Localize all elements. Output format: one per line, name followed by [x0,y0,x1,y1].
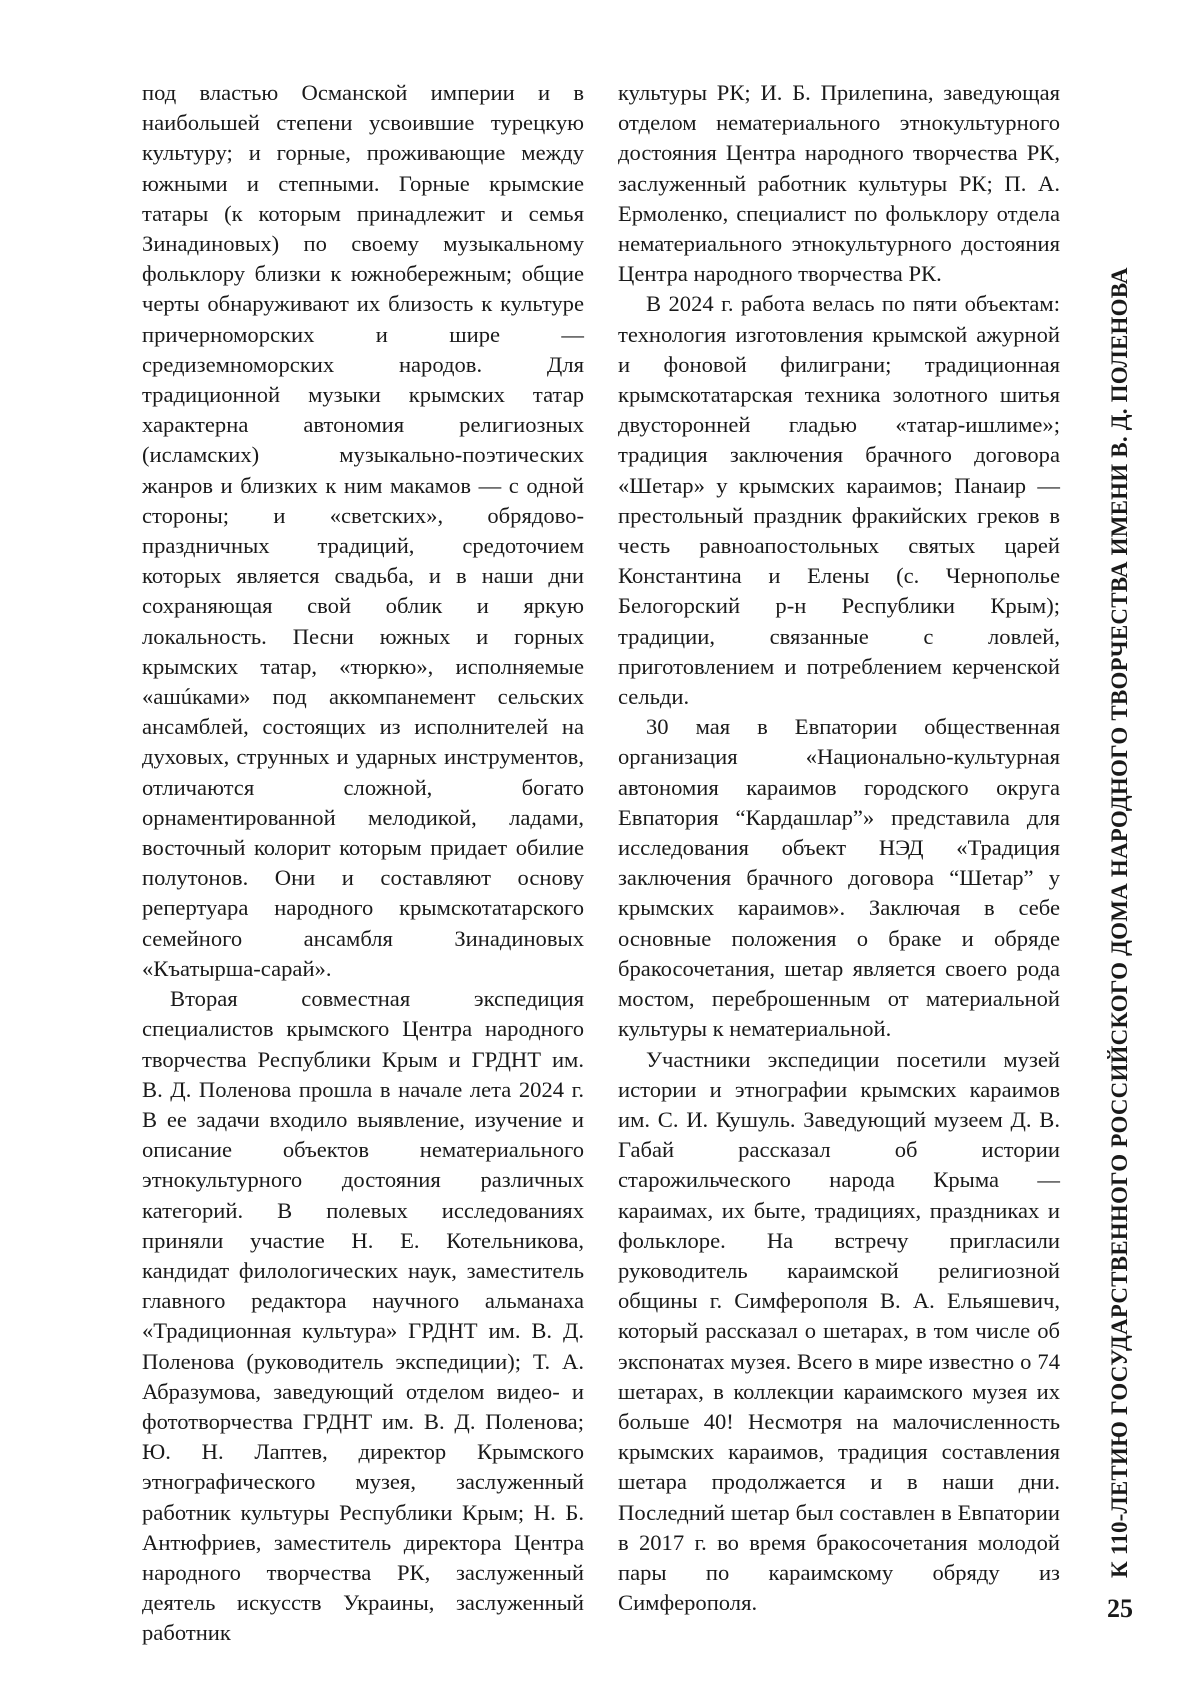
paragraph: Вторая совместная экспедиция специалистов крымского Центра народного творчества Республики Крым и ГРДНТ им. В. Д. Поленова прошла в начале лета 2024 г. В ее задачи входило выявление, изучение и описание объектов нематериального этнокультурного достояния различных категорий. В полевых исследованиях приняли участие Н. Е. Котельникова, кандидат филологических наук, заместитель главного редактора научного альманаха «Традиционная культура» ГРДНТ им. В. Д. Поленова (руководитель экспедиции); Т. А. Абразумова, заведующий отделом видео- и фототворчества ГРДНТ им. В. Д. Поленова; Ю. Н. Лаптев, директор Крымского этнографического музея, заслуженный работник культуры Республики Крым; Н. Б. Антюфриев, заместитель директора Центра народного творчества РК, заслуженный деятель искусств Украины, заслуженный работник [142,986,584,1646]
page-number: 25 [1107,1594,1133,1623]
paragraph: 30 мая в Евпатории общественная организация «Национально-культурная автономия караимов городского округа Евпатория “Кардашлар”» представила для исследования объект НЭД «Традиция заключения брачного договора “Шетар” у крымских караимов». Заключая в себе основные положения о браке и обряде бракосочетания, шетар является своего рода мостом, переброшенным от материальной культуры к нематериальной. [618,714,1060,1042]
running-title-vertical: К 110-ЛЕТИЮ ГОСУДАРСТВЕННОГО РОССИЙСКОГО ДОМА НАРОДНОГО ТВОРЧЕСТВА ИМЕНИ В. Д. ПОЛЕНОВА [1107,267,1132,1578]
paragraph: В 2024 г. работа велась по пяти объектам: технология изготовления крымской ажурной и фоновой филиграни; традиционная крымскотатарская техника золотного шитья двусторонней гладью «татар-ишлиме»; традиция заключения брачного договора «Шетар» у крымских караимов; Панаир — престольный праздник фракийских греков в честь равноапостольных святых царей Константина и Елены (с. Чернополье Белогорский р-н Республики Крым); традиции, связанные с ловлей, приготовлением и потреблением керченской сельди. [618,291,1060,710]
paragraph: культуры РК; И. Б. Прилепина, заведующая отделом нематериального этнокультурного достояния Центра народного творчества РК, заслуженный работник культуры РК; П. А. Ермоленко, специалист по фольклору отдела нематериального этнокультурного достояния Центра народного творчества РК. [618,80,1060,287]
paragraph: Участники экспедиции посетили музей истории и этнографии крымских караимов им. С. И. Кушуль. Заведующий музеем Д. В. Габай рассказал об истории старожильческого народа Крыма — караимах, их быте, традициях, праздниках и фольклоре. На встречу пригласили руководитель караимской религиозной общины г. Симферополя В. А. Ельяшевич, который рассказал о шетарах, в том числе об экспонатах музея. Всего в мире известно о 74 шетарах, в коллекции караимского музея их больше 40! Несмотря на малочисленность крымских караимов, традиция составления шетара продолжается и в наши дни. Последний шетар был составлен в Евпатории в 2017 г. во время бракосочетания молодой пары по караимскому обряду из Симферополя. [618,1046,1060,1616]
paragraph: под властью Османской империи и в наибольшей степени усвоившие турецкую культуру; и горные, проживающие между южными и степными. Горные крымские татары (к которым принадлежит и семья Зинадиновых) по своему музыкальному фольклору близки к южнобережным; общие черты обнаруживают их близость к культуре причерноморских и шире — средиземноморских народов. Для традиционной музыки крымских татар характерна автономия религиозных (исламских) музыкально-поэтических жанров и близких к ним макамов — с одной стороны; и «светских», обрядово-праздничных традиций, средоточием которых является свадьба, и в наши дни сохраняющая свой облик и яркую локальность. Песни южных и горных крымских татар, «тюркю», исполняемые «ашúками» под аккомпанемент сельских ансамблей, состоящих из исполнителей на духовых, струнных и ударных инструментов, отличаются сложной, богато орнаментированной мелодикой, ладами, восточный колорит которым придает обилие полутонов. Они и составляют основу репертуара народного крымскотатарского семейного ансамбля Зинадиновых «Къатырша-сарай». [142,80,584,981]
left-text-column [142,78,584,1649]
right-text-column [618,78,1060,1618]
